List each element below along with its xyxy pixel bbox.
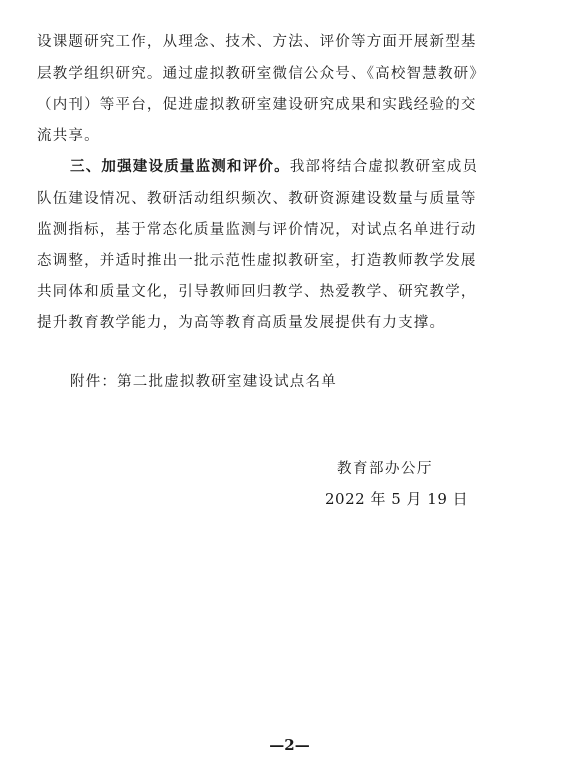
signature-organization: 教育部办公厅 bbox=[337, 461, 433, 477]
paragraph-line: 层教学组织研究。通过虚拟教研室微信公众号、《高校智慧教研》 bbox=[37, 66, 486, 82]
paragraph-line: （内刊）等平台，促进虚拟教研室建设研究成果和实践经验的交 bbox=[37, 97, 477, 113]
attachment-line: 附件：第二批虚拟教研室建设试点名单 bbox=[70, 374, 337, 390]
paragraph-line: 流共享。 bbox=[37, 128, 100, 144]
section-3-first-line bbox=[70, 157, 547, 177]
paragraph-line: 设课题研究工作，从理念、技术、方法、评价等方面开展新型基 bbox=[37, 34, 477, 50]
section-3-text: 我部将结合虚拟教研室成员 bbox=[289, 159, 479, 175]
signature-date: 2022 年 5 月 19 日 bbox=[325, 490, 469, 508]
paragraph-line: 共同体和质量文化，引导教师回归教学、热爱教学、研究教学， bbox=[37, 284, 477, 300]
paragraph-line: 提升教育教学能力，为高等教育高质量发展提供有力支撑。 bbox=[37, 315, 446, 331]
paragraph-line: 队伍建设情况、教研活动组织频次、教研资源建设数量与质量等 bbox=[37, 191, 477, 207]
paragraph-line: 态调整，并适时推出一批示范性虚拟教研室，打造教师教学发展 bbox=[37, 253, 477, 269]
section-3-heading: 三、加强建设质量监测和评价。 bbox=[70, 158, 290, 175]
paragraph-line: 监测指标，基于常态化质量监测与评价情况，对试点名单进行动 bbox=[37, 222, 477, 238]
page-number: —2— bbox=[269, 736, 310, 754]
